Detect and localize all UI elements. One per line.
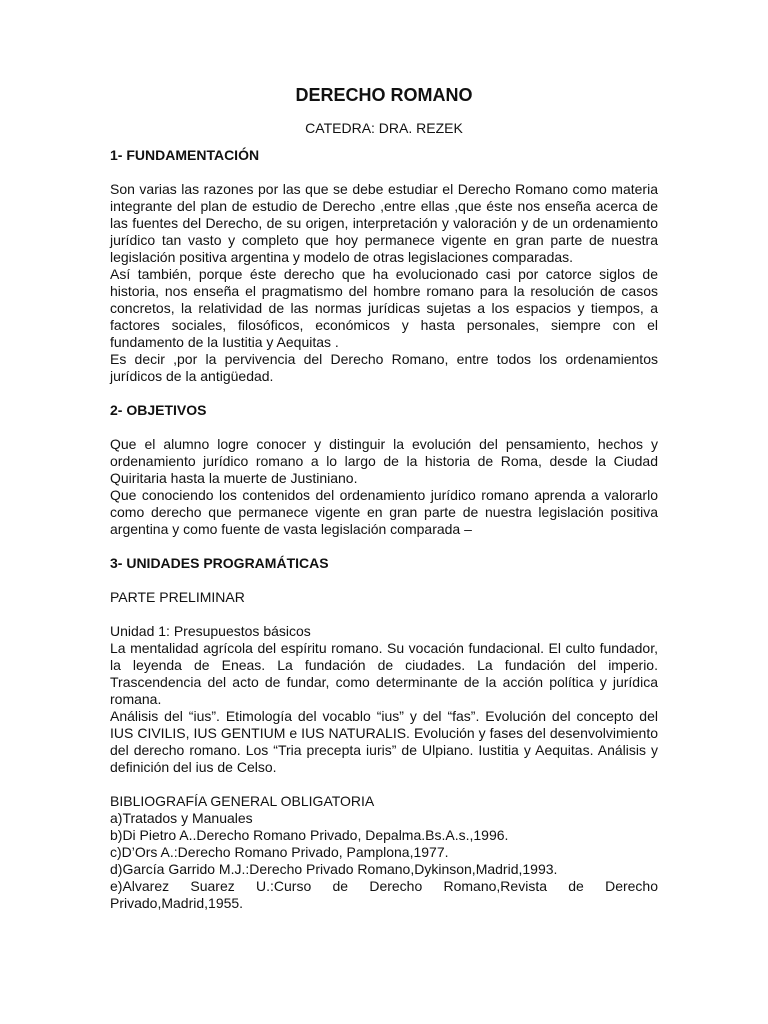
bibliography-item: c)D’Ors A.:Derecho Romano Privado, Pamplona,1977.	[110, 844, 449, 860]
paragraph-unidad-2: Análisis del “ius”. Etimología del vocablo “ius” y del “fas”. Evolución del concepto del IUS CIVILIS, IUS GENTIUM e IUS NATURALIS. Evolución y fases del desenvolvimiento del derecho romano. Los “Tria precepta iuris” de Ulpiano. Iustitia y Aequitas. Análisis y definición del ius de Celso.	[110, 708, 658, 775]
bibliography-item: d)García Garrido M.J.:Derecho Privado Romano,Dykinson,Madrid,1993.	[110, 861, 558, 877]
paragraph-objetivos-2: Que conociendo los contenidos del ordenamiento jurídico romano aprenda a valorarlo como derecho que permanece vigente en gran parte de nuestra legislación positiva argentina y como fuente de vasta legislación comparada –	[110, 487, 658, 537]
bibliography-heading: BIBLIOGRAFÍA GENERAL OBLIGATORIA	[110, 793, 375, 809]
paragraph-fundamentacion-1: Son varias las razones por las que se debe estudiar el Derecho Romano como materia integrante del plan de estudio de Derecho ,entre ellas ,que éste nos enseña acerca de las fuentes del Derecho, de su origen, interpretación y valoración y de un ordenamiento jurídico tan vasto y completo que hoy permanece vigente en gran parte de nuestra legislación positiva argentina y modelo de otras legislaciones comparadas.	[110, 181, 658, 265]
section-heading-unidades: 3- UNIDADES PROGRAMÁTICAS	[110, 555, 329, 571]
section-heading-objetivos: 2- OBJETIVOS	[110, 402, 207, 418]
part-label: PARTE PRELIMINAR	[110, 589, 245, 605]
section-fundamentacion	[110, 147, 658, 385]
section-unidades	[110, 555, 658, 776]
unit-title: Unidad 1: Presupuestos básicos	[110, 623, 311, 639]
section-heading-fundamentacion: 1- FUNDAMENTACIÓN	[110, 147, 260, 163]
section-bibliografia	[110, 793, 658, 912]
section-objetivos	[110, 402, 658, 538]
paragraph-fundamentacion-3: Es decir ,por la pervivencia del Derecho Romano, entre todos los ordenamientos jurídicos de la antigüedad.	[110, 351, 658, 384]
document-page	[110, 84, 658, 912]
document-subtitle: CATEDRA: DRA. REZEK	[305, 120, 463, 136]
bibliography-item: a)Tratados y Manuales	[110, 810, 253, 826]
paragraph-objetivos-1: Que el alumno logre conocer y distinguir la evolución del pensamiento, hechos y ordenamiento jurídico romano a lo largo de la historia de Roma, desde la Ciudad Quiritaria hasta la muerte de Justiniano.	[110, 436, 658, 486]
document-title: DERECHO ROMANO	[295, 85, 473, 105]
bibliography-item: b)Di Pietro A..Derecho Romano Privado, Depalma.Bs.A.s.,1996.	[110, 827, 509, 843]
paragraph-unidad-1: La mentalidad agrícola del espíritu romano. Su vocación fundacional. El culto fundador, la leyenda de Eneas. La fundación de ciudades. La fundación del imperio. Trascendencia del acto de fundar, como determinante de la acción política y jurídica romana.	[110, 640, 658, 707]
bibliography-item: e)Alvarez Suarez U.:Curso de Derecho Romano,Revista de Derecho Privado,Madrid,1955.	[110, 878, 658, 911]
paragraph-fundamentacion-2: Así también, porque éste derecho que ha evolucionado casi por catorce siglos de historia, nos enseña el pragmatismo del hombre romano para la resolución de casos concretos, la relatividad de las normas jurídicas sujetas a los espacios y tiempos, a factores sociales, filosóficos, económicos y hasta personales, siempre con el fundamento de la Iustitia y Aequitas .	[110, 266, 658, 350]
